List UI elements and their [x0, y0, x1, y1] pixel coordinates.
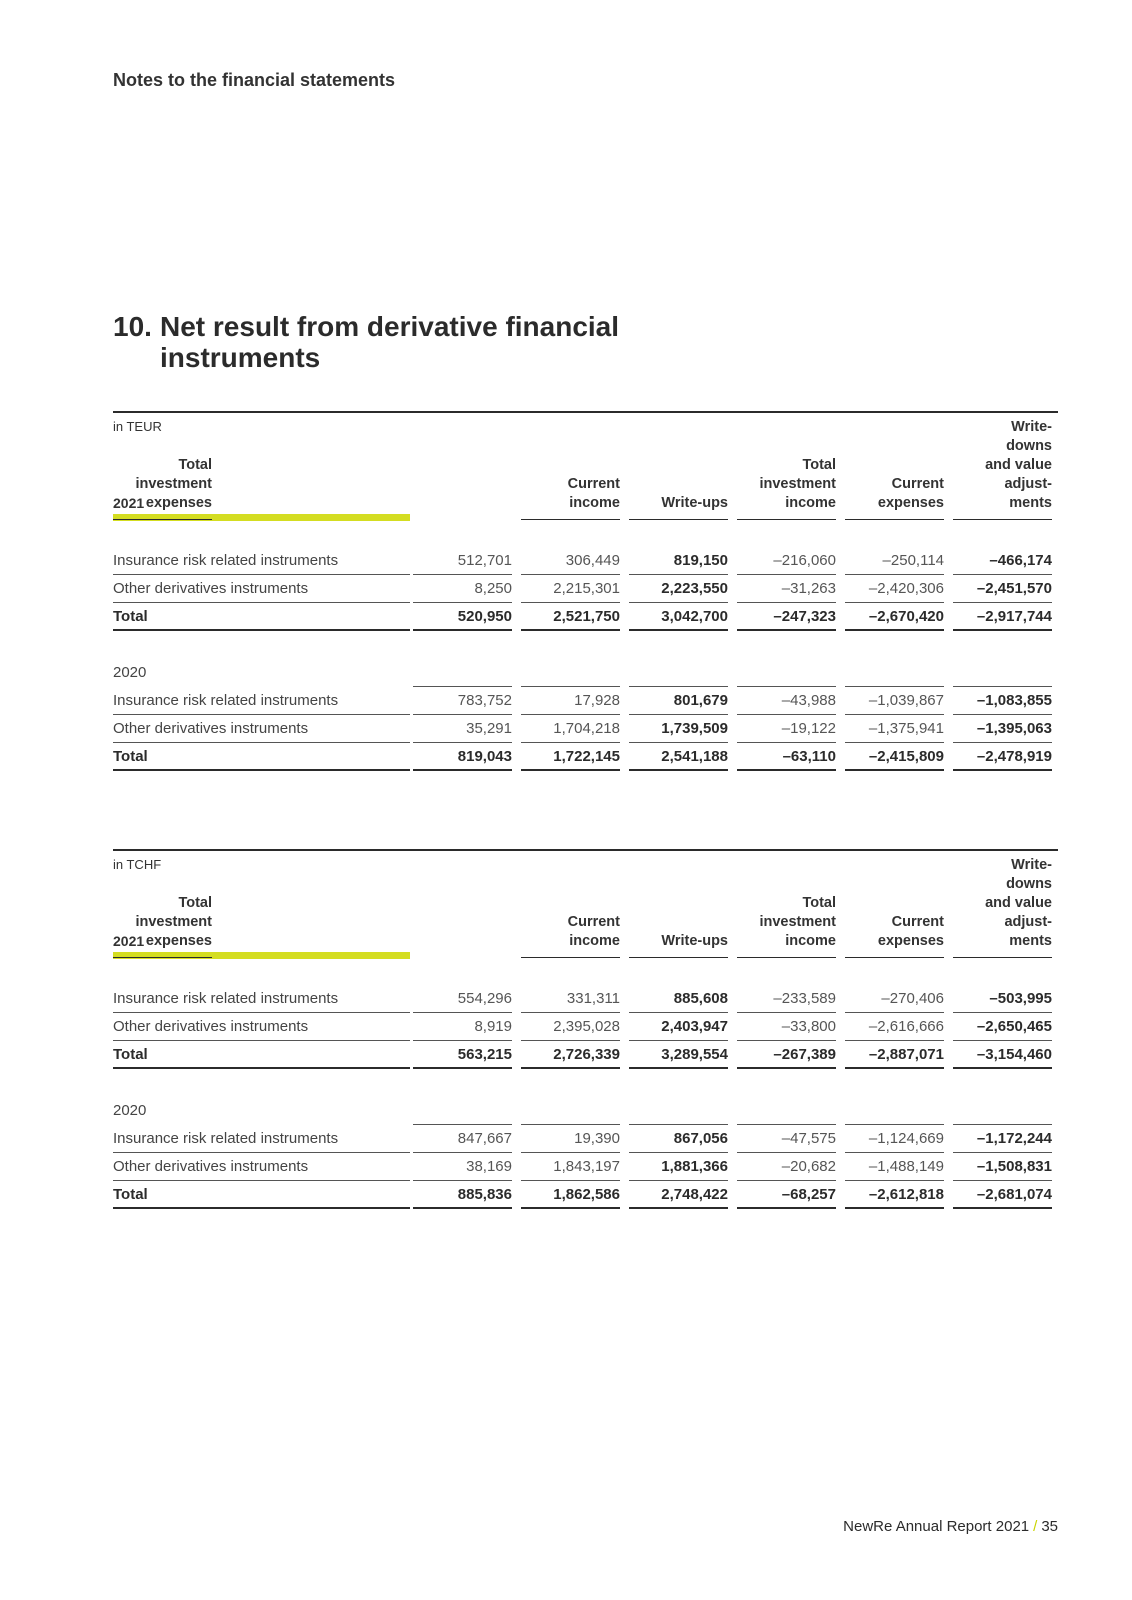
section-number: 10.: [113, 311, 152, 342]
table-cell: 867,056: [629, 1125, 728, 1153]
column-header-write-ups: Write-ups: [629, 494, 728, 520]
table-cell: –2,917,744: [953, 603, 1052, 631]
table-cell: –1,375,941: [845, 715, 944, 743]
table-cell: –250,114: [845, 547, 944, 575]
row-label: Other derivatives instruments: [113, 715, 410, 743]
table-cell: –1,124,669: [845, 1125, 944, 1153]
table-row: [113, 985, 1058, 1013]
column-header-current-income: Current income: [521, 475, 620, 520]
table-row: [113, 1153, 1058, 1181]
table-cell: –3,154,460: [953, 1041, 1052, 1069]
table-cell: 2,215,301: [521, 575, 620, 603]
table-cell: 2,395,028: [521, 1013, 620, 1041]
row-label: Other derivatives instruments: [113, 1153, 410, 1181]
column-header-total-investment-expenses: Total investment expenses: [113, 456, 212, 520]
table-header: [113, 413, 1058, 520]
table-cell: –63,110: [737, 743, 836, 771]
column-header-write-downs: Write- downs and value adjust- ments: [953, 418, 1052, 520]
table-cell: –2,612,818: [845, 1181, 944, 1209]
table-cell: –1,172,244: [953, 1125, 1052, 1153]
table-cell: –1,488,149: [845, 1153, 944, 1181]
year-row-2020: [113, 659, 1058, 687]
page-number: 35: [1041, 1518, 1058, 1535]
table-cell: 885,836: [413, 1181, 512, 1209]
table-cell: 3,042,700: [629, 603, 728, 631]
page-footer: [843, 1518, 1058, 1535]
table-cell: 1,862,586: [521, 1181, 620, 1209]
table-row: [113, 1013, 1058, 1041]
table-row: [113, 715, 1058, 743]
table-cell: –1,039,867: [845, 687, 944, 715]
table-cell: –2,415,809: [845, 743, 944, 771]
table-cell: –47,575: [737, 1125, 836, 1153]
column-header-write-ups: Write-ups: [629, 932, 728, 958]
table-cell: –503,995: [953, 985, 1052, 1013]
table-cell: –1,508,831: [953, 1153, 1052, 1181]
column-header-current-expenses: Current expenses: [845, 913, 944, 958]
table-cell: –2,478,919: [953, 743, 1052, 771]
row-label: Insurance risk related instruments: [113, 547, 410, 575]
table-cell: 1,722,145: [521, 743, 620, 771]
table-cell: 17,928: [521, 687, 620, 715]
total-row: [113, 1181, 1058, 1209]
table-cell: –2,451,570: [953, 575, 1052, 603]
year-label: 2021: [113, 933, 145, 949]
table-cell: –2,887,071: [845, 1041, 944, 1069]
table-cell: 2,726,339: [521, 1041, 620, 1069]
table-cell: 801,679: [629, 687, 728, 715]
table-cell: 1,843,197: [521, 1153, 620, 1181]
table-row: [113, 1125, 1058, 1153]
column-header-total-investment-income: Total investment income: [737, 456, 836, 520]
year-row-2020: [113, 1097, 1058, 1125]
table-row: [113, 547, 1058, 575]
table-cell: –2,670,420: [845, 603, 944, 631]
row-label: Total: [113, 743, 410, 771]
row-label: Insurance risk related instruments: [113, 687, 410, 715]
table-row: [113, 575, 1058, 603]
table-cell: –33,800: [737, 1013, 836, 1041]
total-row: [113, 603, 1058, 631]
table-cell: –233,589: [737, 985, 836, 1013]
table-cell: 2,748,422: [629, 1181, 728, 1209]
unit-label: in TCHF: [113, 857, 162, 872]
column-header-total-investment-expenses: Total investment expenses: [113, 894, 212, 958]
column-header-current-expenses: Current expenses: [845, 475, 944, 520]
report-name: NewRe Annual Report 2021: [843, 1518, 1030, 1535]
table-cell: 306,449: [521, 547, 620, 575]
table-cell: –19,122: [737, 715, 836, 743]
table-cell: 554,296: [413, 985, 512, 1013]
row-label: Other derivatives instruments: [113, 575, 410, 603]
table-cell: –1,395,063: [953, 715, 1052, 743]
table-cell: –2,681,074: [953, 1181, 1052, 1209]
table-cell: –31,263: [737, 575, 836, 603]
table-row: [113, 687, 1058, 715]
table-cell: 2,403,947: [629, 1013, 728, 1041]
table-cell: –1,083,855: [953, 687, 1052, 715]
table-cell: –267,389: [737, 1041, 836, 1069]
year-label: 2020: [113, 664, 147, 681]
table-cell: –20,682: [737, 1153, 836, 1181]
total-row: [113, 743, 1058, 771]
table-cell: –247,323: [737, 603, 836, 631]
table-cell: –466,174: [953, 547, 1052, 575]
table-cell: –2,650,465: [953, 1013, 1052, 1041]
table-cell: 520,950: [413, 603, 512, 631]
table-cell: 1,881,366: [629, 1153, 728, 1181]
column-header-write-downs: Write- downs and value adjust- ments: [953, 856, 1052, 958]
row-label: Total: [113, 1041, 410, 1069]
table-cell: –43,988: [737, 687, 836, 715]
table-cell: 8,250: [413, 575, 512, 603]
row-label: Insurance risk related instruments: [113, 985, 410, 1013]
section-title-text: Net result from derivative financial instruments: [160, 311, 620, 373]
table-cell: –2,420,306: [845, 575, 944, 603]
table-cell: –68,257: [737, 1181, 836, 1209]
derivatives-table-tchf: [113, 849, 1058, 1209]
table-cell: 1,739,509: [629, 715, 728, 743]
table-cell: 2,541,188: [629, 743, 728, 771]
table-cell: –270,406: [845, 985, 944, 1013]
table-cell: 2,521,750: [521, 603, 620, 631]
table-cell: 512,701: [413, 547, 512, 575]
table-cell: 1,704,218: [521, 715, 620, 743]
table-cell: 819,043: [413, 743, 512, 771]
row-label: Total: [113, 603, 410, 631]
table-cell: 8,919: [413, 1013, 512, 1041]
table-cell: 19,390: [521, 1125, 620, 1153]
table-cell: 331,311: [521, 985, 620, 1013]
table-cell: 885,608: [629, 985, 728, 1013]
row-label: Other derivatives instruments: [113, 1013, 410, 1041]
table-cell: 35,291: [413, 715, 512, 743]
table-cell: 819,150: [629, 547, 728, 575]
table-cell: 3,289,554: [629, 1041, 728, 1069]
table-cell: 783,752: [413, 687, 512, 715]
section-title: [113, 311, 680, 373]
table-header: [113, 851, 1058, 958]
row-label: Total: [113, 1181, 410, 1209]
table-cell: –216,060: [737, 547, 836, 575]
table-cell: 563,215: [413, 1041, 512, 1069]
total-row: [113, 1041, 1058, 1069]
footer-separator: /: [1033, 1518, 1038, 1535]
running-head: Notes to the financial statements: [113, 70, 396, 90]
column-header-total-investment-income: Total investment income: [737, 894, 836, 958]
year-label: 2021: [113, 495, 145, 511]
table-cell: 38,169: [413, 1153, 512, 1181]
table-cell: 847,667: [413, 1125, 512, 1153]
derivatives-table-teur: [113, 411, 1058, 771]
unit-label: in TEUR: [113, 419, 162, 434]
year-label: 2020: [113, 1102, 147, 1119]
column-header-current-income: Current income: [521, 913, 620, 958]
table-cell: 2,223,550: [629, 575, 728, 603]
table-cell: –2,616,666: [845, 1013, 944, 1041]
row-label: Insurance risk related instruments: [113, 1125, 410, 1153]
